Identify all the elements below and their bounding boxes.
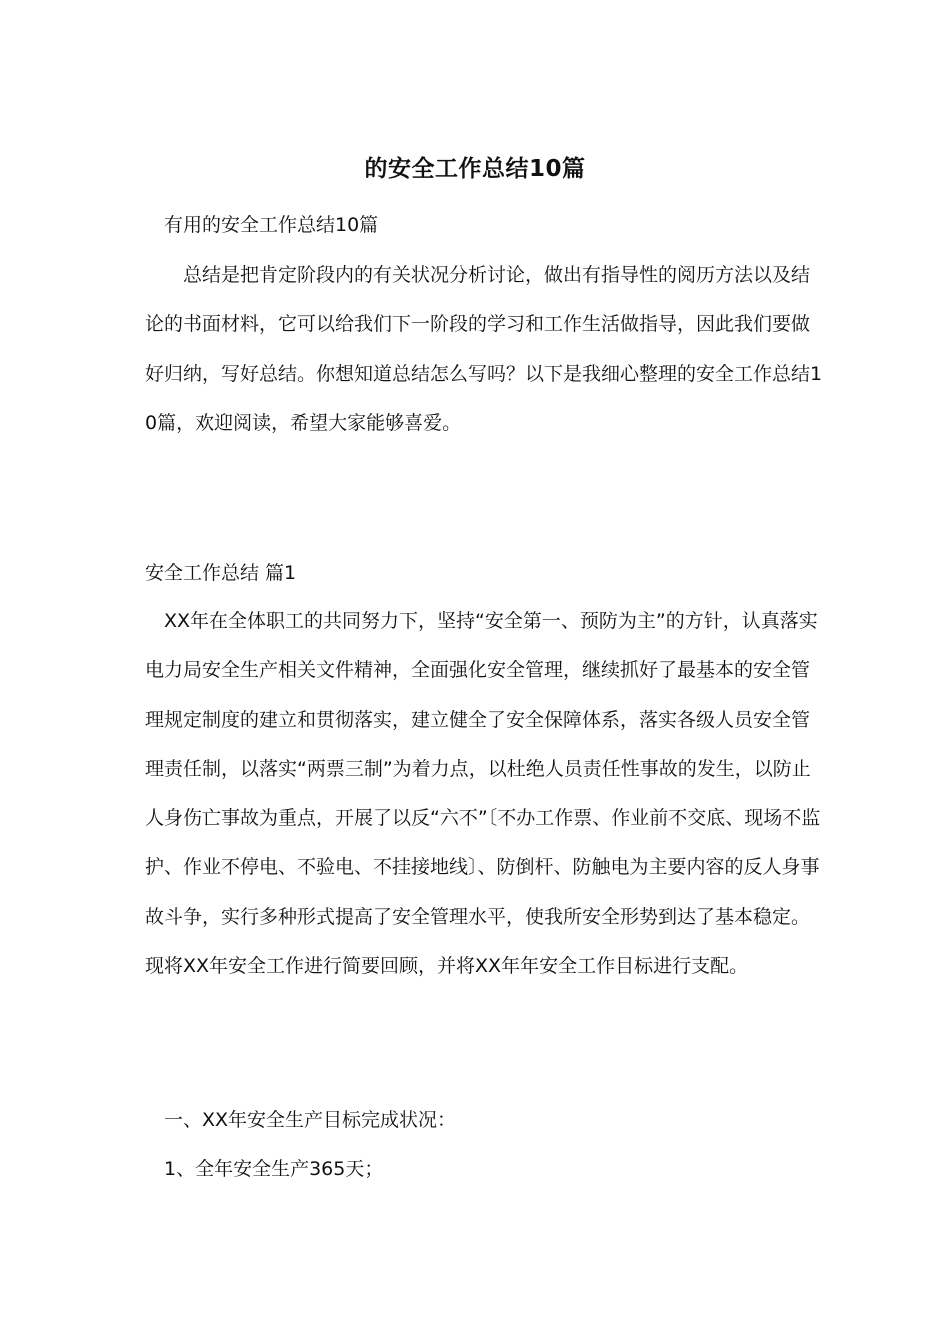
list-item: 1、全年安全生产365天； [164, 1158, 384, 1180]
document-subtitle: 有用的安全工作总结10篇 [164, 214, 379, 236]
section-heading: 安全工作总结 篇1 [145, 562, 297, 584]
section-body-paragraph: XX年在全体职工的共同努力下，坚持“安全第一、预防为主”的方针，认真落实电力局安全生产相关文件精神，全面强化安全管理，继续抓好了最基本的安全管理规定制度的建立和贯彻落实，建立健全了安全保障体系，落实各级人员安全管理责任制，以落实“两票三制”为着力点，以杜绝人员责任性事故的发生，以防止人身伤亡事故为重点，开展了以反“六不”〔不办工作票、作业前不交底、现场不监护、作业不停电、不验电、不挂接地线〕、防倒杆、防触电为主要内容的反人身事故斗争，实行多种形式提高了安全管理水平，使我所安全形势到达了基本稳定。现将XX年安全工作进行简要回顾，并将XX年年安全工作目标进行支配。 [145, 610, 821, 978]
document-title: 的安全工作总结10篇 [364, 156, 586, 182]
list-heading: 一、XX年安全生产目标完成状况： [164, 1109, 457, 1131]
intro-paragraph: 总结是把肯定阶段内的有关状况分析讨论，做出有指导性的阅历方法以及结论的书面材料，它可以给我们下一阶段的学习和工作生活做指导，因此我们要做好归纳，写好总结。你想知道总结怎么写吗？以下是我细心整理的安全工作总结10篇，欢迎阅读，希望大家能够喜爱。 [145, 264, 823, 434]
